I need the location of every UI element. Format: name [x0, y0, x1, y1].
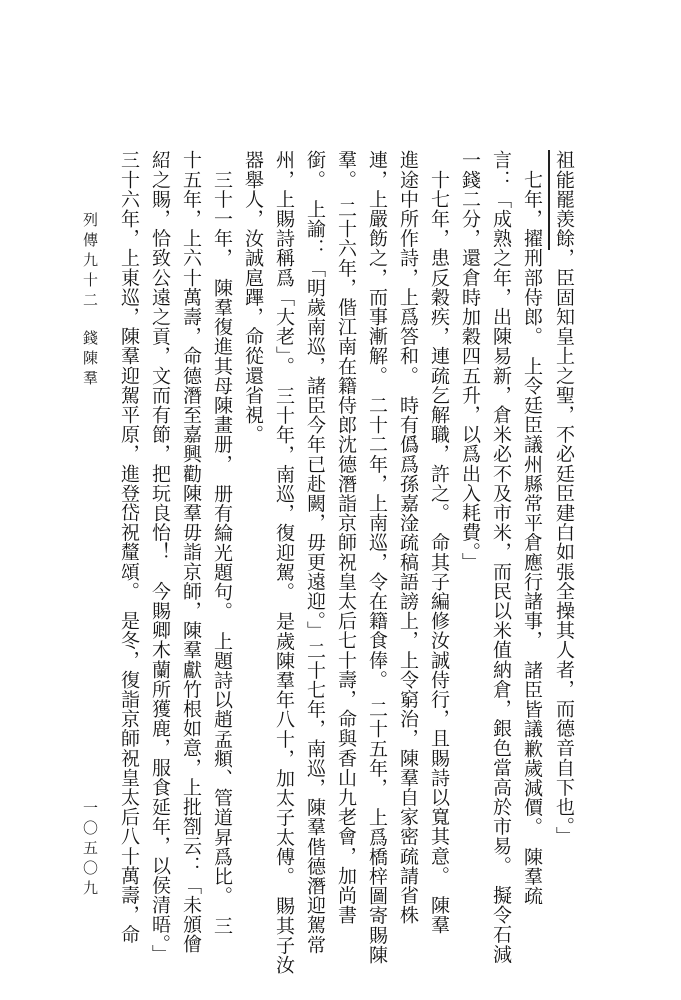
text-column-11: 器舉人，汝誠扈蹕，命從還省視。	[242, 150, 264, 444]
text-column-13: 十五年，上六十萬壽，命德潛至嘉興勸陳羣毋詣京師，陳羣獻竹根如意，上批劄云：「未頒儈	[180, 150, 202, 954]
text-column-6: 進途中所作詩，上爲答和。 時有僞爲孫嘉淦疏稿語謗上，上令窮治，陳羣自家密疏請省株	[397, 150, 419, 925]
page-number: 一〇五〇九	[81, 800, 99, 900]
text-column-9: 銜。 上諭：「明歲南巡，諸臣今年已赴闕，毋更遠迎。」二十七年，南巡，陳羣偕德潛迎駕常	[304, 150, 326, 955]
text-column-8: 羣。 二十六年，偕江南在籍侍郎沈德潛詣京師祝皇太后七十壽，命與香山九老會，加尚書	[335, 150, 357, 925]
margin-name: 錢陳羣	[81, 330, 99, 390]
text-column-3: 言：「成熟之年，出陳易新，倉米必不及市米，而民以米值納倉，銀色當高於市易。 擬令石減	[490, 150, 512, 964]
text-column-10: 州，上賜詩稱爲「大老」。 三十年，南巡，復迎駕。 是歲陳羣年八十，加太子太傅。 賜其子汝	[273, 150, 295, 975]
text-column-7: 連，上嚴飭之，而事漸解。 二十二年，上南巡，令在籍食俸。 二十五年， 上爲橋梓圖寄賜陳	[366, 150, 388, 965]
text-column-12: 三十一年， 陳羣復進其母陳畫册， 册有綸光題句。 上題詩以趙孟頫、管道昇爲比。 三	[211, 150, 233, 936]
text-column-1: 祖能罷羡餘，臣固知皇上之聖，不必廷臣建白如張全操其人者，而德音自下也。」	[553, 150, 575, 847]
bracket-mark	[548, 150, 550, 250]
text-column-4: 一錢二分，還倉時加穀四五升，以爲出入耗費。」	[459, 150, 481, 572]
text-column-5: 十七年，患反穀疾，連疏乞解職，許之。 命其子編修汝誠侍行，且賜詩以寬其意。 陳羣	[428, 150, 450, 935]
margin-section-title: 列傳九十二	[81, 212, 99, 312]
text-column-2: 七年，擢刑部侍郎。 上令廷臣議州縣常平倉應行諸事， 諸臣皆議歉歲減價。 陳羣疏	[521, 150, 543, 906]
text-column-15: 三十六年，上東巡，陳羣迎駕平原，進登岱祝釐頌。 是冬，復詣京師祝皇太后八十萬壽，命	[118, 150, 140, 945]
text-column-14: 紹之賜，恰致公遠之貢，文而有節，把玩良怡！ 今賜卿木蘭所獲鹿，服食延年，以侯清晤。」	[149, 150, 171, 964]
